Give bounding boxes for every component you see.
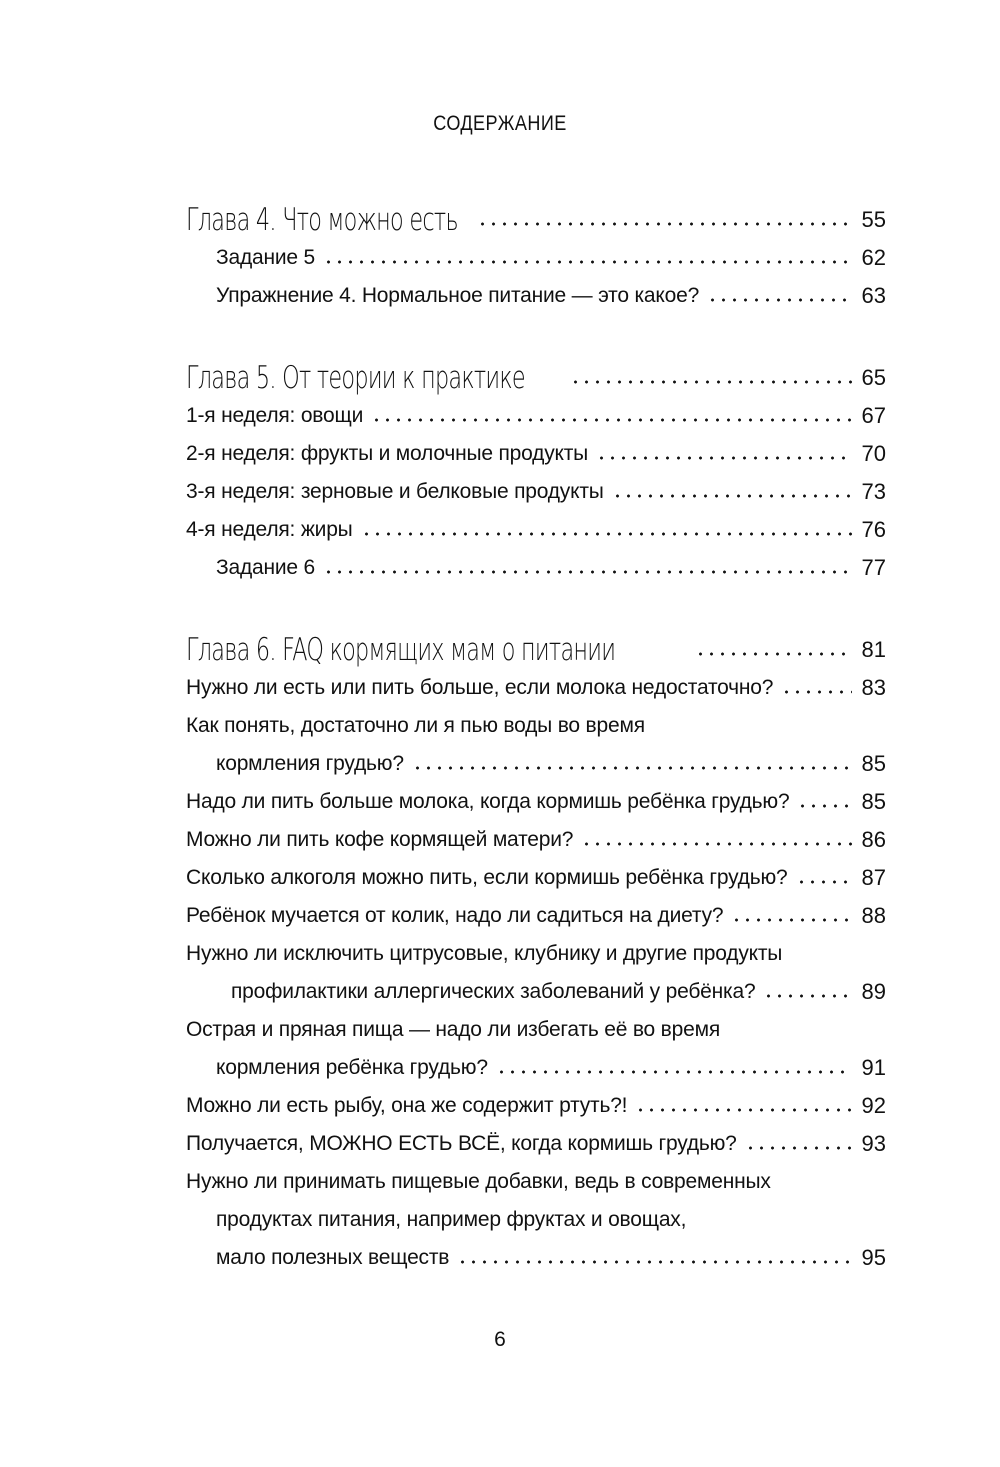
- page-folio: 6: [494, 1328, 506, 1351]
- toc-entry[interactable]: [186, 466, 886, 504]
- dot-leader: [707, 297, 852, 303]
- dot-leader: [361, 531, 852, 537]
- toc-entry[interactable]: [186, 890, 886, 928]
- entry-title: Получается, МОЖНО ЕСТЬ ВСЁ, когда кормишь грудью?: [186, 1132, 737, 1155]
- entry-title: 3-я неделя: зерновые и белковые продукты: [186, 480, 604, 503]
- entry-title: Можно ли пить кофе кормящей матери?: [186, 828, 574, 851]
- dot-leader: [797, 803, 852, 809]
- entry-title: Упражнение 4. Нормальное питание — это какое?: [216, 284, 700, 307]
- page-number: 63: [861, 283, 886, 308]
- toc-entry[interactable]: [186, 814, 886, 852]
- page-title: СОДЕРЖАНИЕ: [433, 112, 567, 135]
- entry-title: Сколько алкоголя можно пить, если кормишь ребёнка грудью?: [186, 866, 788, 889]
- entry-title-continued: кормления грудью?: [216, 752, 404, 775]
- entry-line: [186, 1042, 886, 1080]
- chapter-heading-row[interactable]: [186, 610, 886, 668]
- dot-leader: [570, 379, 852, 385]
- toc-entry[interactable]: [186, 1004, 886, 1080]
- page-number: 83: [861, 675, 886, 700]
- entry-title-continued: мало полезных веществ: [216, 1246, 450, 1269]
- toc-entry[interactable]: [186, 542, 886, 580]
- toc-entry[interactable]: [186, 1156, 886, 1270]
- entry-title: 2-я неделя: фрукты и молочные продукты: [186, 442, 589, 465]
- page-number: 89: [861, 979, 886, 1004]
- page-number: 92: [861, 1093, 886, 1118]
- dot-leader: [745, 1145, 852, 1151]
- chapter-6: [186, 610, 886, 1270]
- chapter-5: [186, 338, 886, 580]
- entry-line: [186, 738, 886, 776]
- entry-title: Как понять, достаточно ли я пью воды во время: [186, 714, 645, 737]
- dot-leader: [477, 221, 852, 227]
- chapter-title: Глава 4. Что можно есть: [186, 202, 458, 238]
- page-number: 91: [861, 1055, 886, 1080]
- toc-entry[interactable]: [186, 504, 886, 542]
- entry-title-continued: профилактики аллергических заболеваний у ребёнка?: [231, 980, 756, 1003]
- entry-line: [186, 928, 886, 966]
- page-number: 95: [861, 1245, 886, 1270]
- page-number: 65: [861, 365, 886, 390]
- dot-leader: [412, 765, 852, 771]
- dot-leader: [496, 1069, 852, 1075]
- toc-entry[interactable]: [186, 270, 886, 308]
- dot-leader: [457, 1259, 852, 1265]
- toc-entry[interactable]: [186, 928, 886, 1004]
- page-number: 62: [861, 245, 886, 270]
- dot-leader: [731, 917, 852, 923]
- entry-title: Нужно ли принимать пищевые добавки, ведь в современных: [186, 1170, 771, 1193]
- dot-leader: [596, 455, 852, 461]
- chapter-heading-row[interactable]: [186, 338, 886, 396]
- table-of-contents: [186, 180, 886, 1270]
- dot-leader: [323, 259, 852, 265]
- entry-title: Нужно ли есть или пить больше, если молока недостаточно?: [186, 676, 774, 699]
- entry-line: [186, 700, 886, 738]
- entry-line: [186, 1194, 886, 1232]
- page-number: 73: [861, 479, 886, 504]
- entry-title-continued: кормления ребёнка грудью?: [216, 1056, 488, 1079]
- page-number: 86: [861, 827, 886, 852]
- dot-leader: [323, 569, 852, 575]
- toc-entry[interactable]: [186, 776, 886, 814]
- entry-line: [186, 1232, 886, 1270]
- entry-line: [186, 1004, 886, 1042]
- page-number: 88: [861, 903, 886, 928]
- page-number: 70: [861, 441, 886, 466]
- dot-leader: [781, 689, 852, 695]
- entry-title: Ребёнок мучается от колик, надо ли садиться на диету?: [186, 904, 724, 927]
- dot-leader: [763, 993, 852, 999]
- entry-title: Нужно ли исключить цитрусовые, клубнику и другие продукты: [186, 942, 783, 965]
- entry-line: [186, 966, 886, 1004]
- toc-entry[interactable]: [186, 1118, 886, 1156]
- entry-title: 4-я неделя: жиры: [186, 518, 353, 541]
- dot-leader: [635, 1107, 852, 1113]
- dot-leader: [371, 417, 852, 423]
- entry-title-continued: продуктах питания, например фруктах и овощах,: [216, 1208, 687, 1231]
- dot-leader: [695, 651, 852, 657]
- dot-leader: [581, 841, 852, 847]
- entry-title: Задание 6: [216, 556, 316, 579]
- chapter-title: Глава 5. От теории к практике: [186, 360, 525, 396]
- chapter-title: Глава 6. FAQ кормящих мам о питании: [186, 632, 616, 668]
- entry-title: Можно ли есть рыбу, она же содержит ртуть?!: [186, 1094, 628, 1117]
- page-number: 93: [861, 1131, 886, 1156]
- entry-title: Надо ли пить больше молока, когда кормишь ребёнка грудью?: [186, 790, 790, 813]
- entry-title: Задание 5: [216, 246, 316, 269]
- toc-entry[interactable]: [186, 852, 886, 890]
- chapter-heading-row[interactable]: [186, 180, 886, 238]
- entry-title: Острая и пряная пища — надо ли избегать её во время: [186, 1018, 720, 1041]
- page-number: 87: [861, 865, 886, 890]
- page-number: 55: [861, 207, 886, 232]
- page-number: 85: [861, 751, 886, 776]
- page-number: 77: [861, 555, 886, 580]
- dot-leader: [612, 493, 852, 499]
- page-number: 76: [861, 517, 886, 542]
- toc-entry[interactable]: [186, 1080, 886, 1118]
- chapter-4: [186, 180, 886, 308]
- toc-entry[interactable]: [186, 428, 886, 466]
- page-number: 67: [861, 403, 886, 428]
- dot-leader: [796, 879, 852, 885]
- page-number: 81: [861, 637, 886, 662]
- page-number: 85: [861, 789, 886, 814]
- toc-entry[interactable]: [186, 700, 886, 776]
- entry-title: 1-я неделя: овощи: [186, 404, 364, 427]
- entry-line: [186, 1156, 886, 1194]
